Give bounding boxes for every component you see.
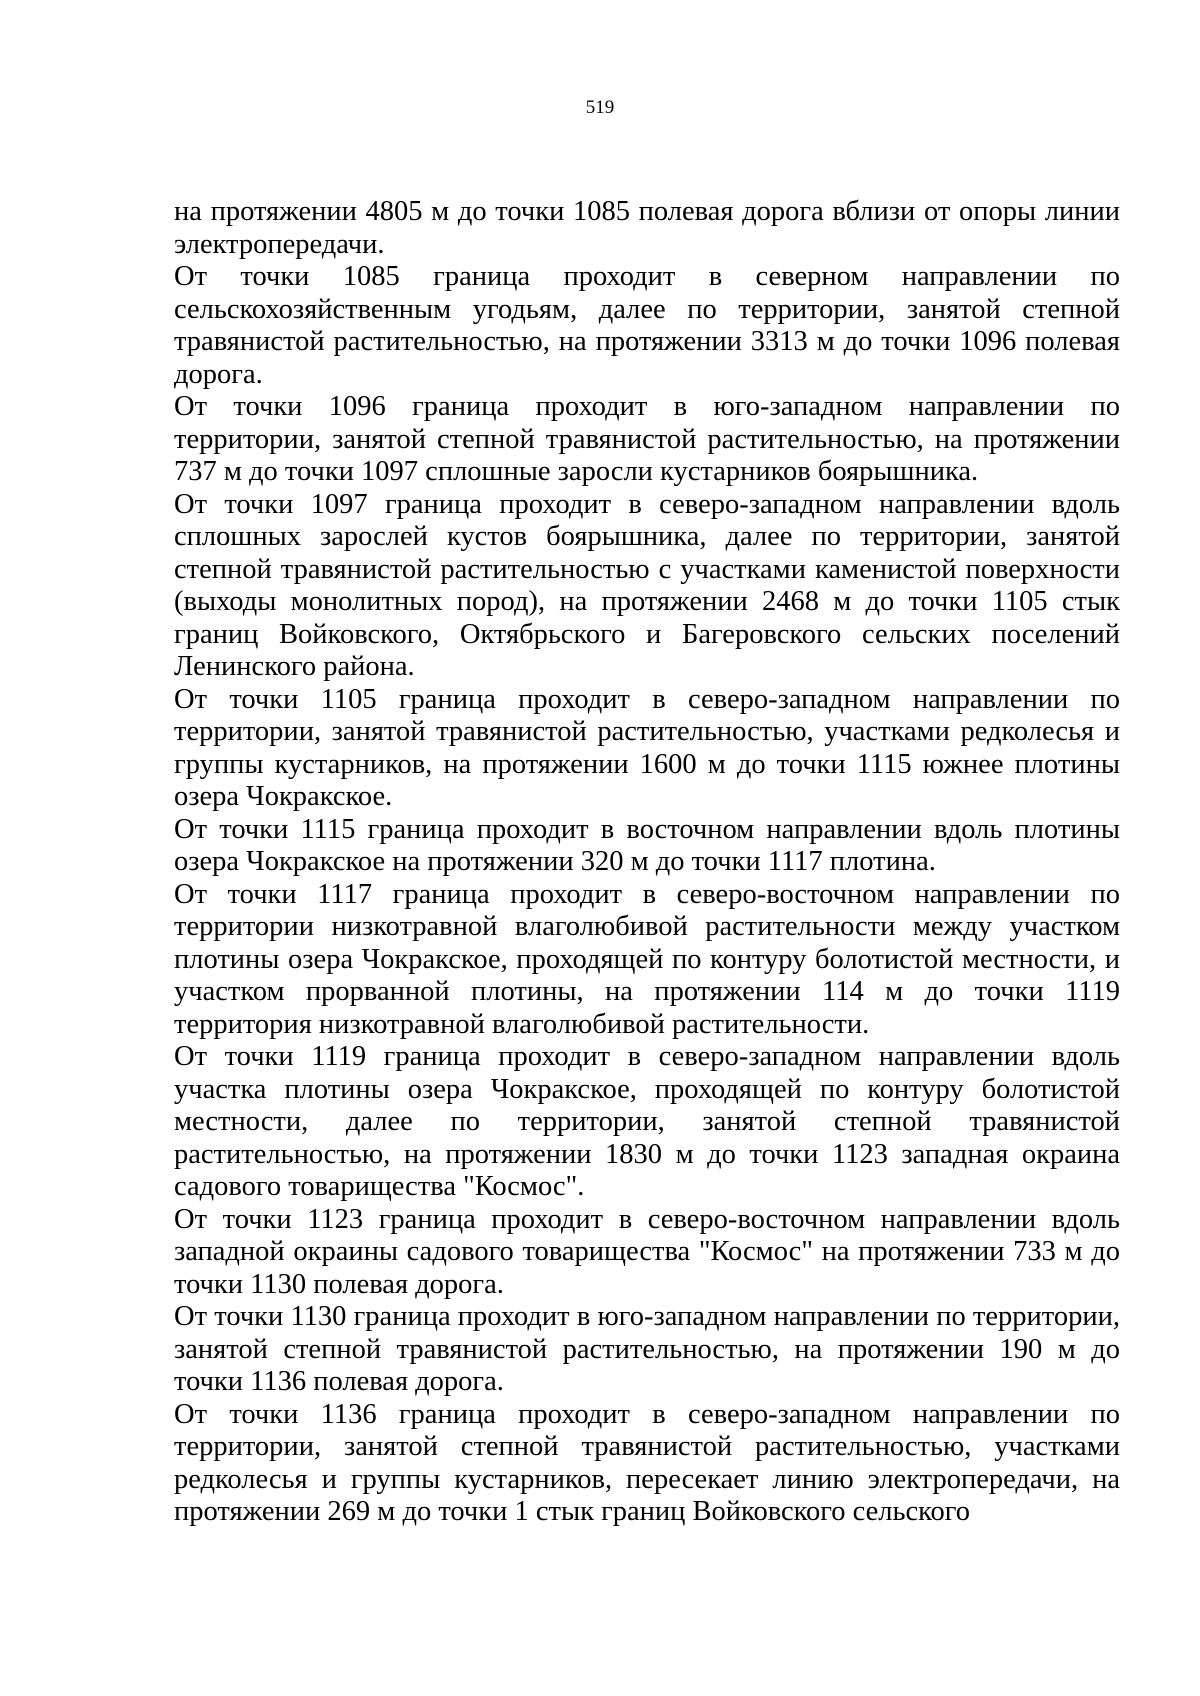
page-number: 519 xyxy=(585,97,615,118)
paragraph: От точки 1130 граница проходит в юго-западном направлении по территории, занятой степной травянистой растительностью, на протяжении 190 м до точки 1136 полевая дорога. xyxy=(174,1301,1120,1397)
paragraph: От точки 1097 граница проходит в северо-западном направлении вдоль сплошных зарослей кустов боярышника, далее по территории, занятой степной травянистой растительностью с участками каменистой поверхности (выходы монолитных пород), на протяжении 2468 м до точки 1105 стык границ Войковского, Октябрьского и Багеровского сельских поселений Ленинского района. xyxy=(174,488,1120,682)
paragraph: От точки 1096 граница проходит в юго-западном направлении по территории, занятой степной травянистой растительностью, на протяжении 737 м до точки 1097 сплошные заросли кустарников боярышника. xyxy=(174,391,1120,487)
paragraph: От точки 1105 граница проходит в северо-западном направлении по территории, занятой травянистой растительностью, участками редколесья и группы кустарников, на протяжении 1600 м до точки 1115 южнее плотины озера Чокракское. xyxy=(174,683,1120,812)
paragraph: От точки 1119 граница проходит в северо-западном направлении вдоль участка плотины озера Чокракское, проходящей по контуру болотистой местности, далее по территории, занятой степной травянистой растительностью, на протяжении 1830 м до точки 1123 западная окраина садового товарищества "Космос". xyxy=(174,1041,1120,1202)
paragraph: От точки 1085 граница проходит в северном направлении по сельскохозяйственным угодьям, далее по территории, занятой степной травянистой растительностью, на протяжении 3313 м до точки 1096 полевая дорога. xyxy=(174,261,1120,390)
document-body xyxy=(174,196,1120,1529)
paragraph: От точки 1117 граница проходит в северо-восточном направлении по территории низкотравной влаголюбивой растительности между участком плотины озера Чокракское, проходящей по контуру болотистой местности, и участком прорванной плотины, на протяжении 114 м до точки 1119 территория низкотравной влаголюбивой растительности. xyxy=(174,878,1120,1040)
paragraph: От точки 1115 граница проходит в восточном направлении вдоль плотины озера Чокракское на протяжении 320 м до точки 1117 плотина. xyxy=(174,813,1120,877)
paragraph: на протяжении 4805 м до точки 1085 полевая дорога вблизи от опоры линии электропередачи. xyxy=(174,196,1120,260)
paragraph: От точки 1123 граница проходит в северо-восточном направлении вдоль западной окраины садового товарищества "Космос" на протяжении 733 м до точки 1130 полевая дорога. xyxy=(174,1203,1120,1300)
paragraph: От точки 1136 граница проходит в северо-западном направлении по территории, занятой степной травянистой растительностью, участками редколесья и группы кустарников, пересекает линию электропередачи, на протяжении 269 м до точки 1 стык границ Войковского сельского xyxy=(174,1398,1120,1527)
